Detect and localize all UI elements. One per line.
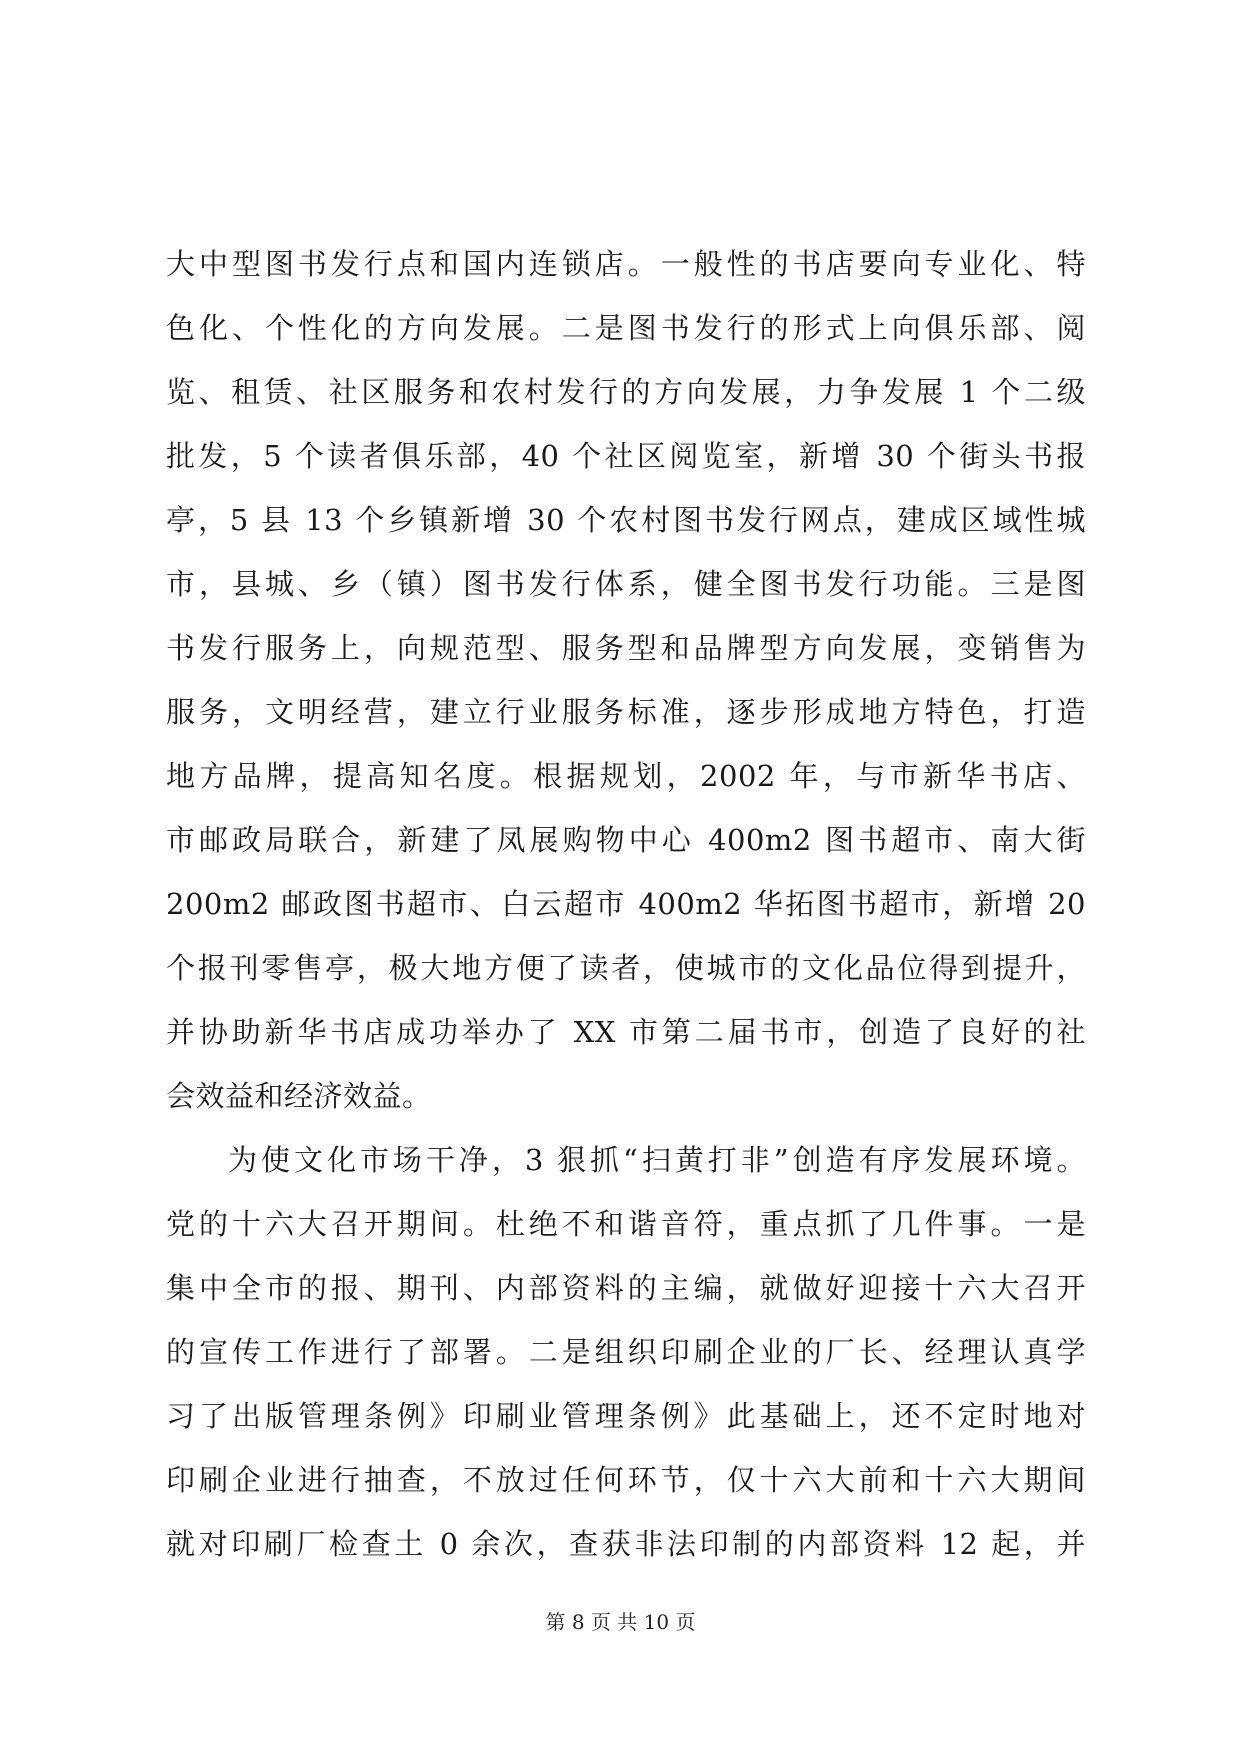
text-line: 地方品牌，提高知名度。根据规划，2002 年，与市新华书店、 [166,759,1086,793]
text-line: 会效益和经济效益。 [166,1079,432,1113]
text-line: 习了出版管理条例》印刷业管理条例》此基础上，还不定时地对 [166,1399,1086,1433]
text-line: 党的十六大召开期间。杜绝不和谐音符，重点抓了几件事。一是 [166,1207,1086,1241]
text-line: 亭，5 县 13 个乡镇新增 30 个农村图书发行网点，建成区域性城 [166,503,1086,537]
paragraph-first-line: 为使文化市场干净，3 狠抓“扫黄打非”创造有序发展环境。 [228,1143,1086,1177]
text-line: 览、租赁、社区服务和农村发行的方向发展，力争发展 1 个二级 [166,375,1086,409]
text-line: 集中全市的报、期刊、内部资料的主编，就做好迎接十六大召开 [166,1271,1086,1305]
text-line: 200m2 邮政图书超市、白云超市 400m2 华拓图书超市，新增 20 [166,887,1086,921]
text-line: 市邮政局联合，新建了凤展购物中心 400m2 图书超市、南大街 [166,823,1086,857]
text-line: 书发行服务上，向规范型、服务型和品牌型方向发展，变销售为 [166,631,1086,665]
text-line: 印刷企业进行抽查，不放过任何环节，仅十六大前和十六大期间 [166,1463,1086,1497]
text-line: 批发，5 个读者俱乐部，40 个社区阅览室，新增 30 个街头书报 [166,439,1086,473]
text-line: 色化、个性化的方向发展。二是图书发行的形式上向俱乐部、阅 [166,311,1086,345]
text-line: 服务，文明经营，建立行业服务标准，逐步形成地方特色，打造 [166,695,1086,729]
text-line: 的宣传工作进行了部署。二是组织印刷企业的厂长、经理认真学 [166,1335,1086,1369]
text-line: 并协助新华书店成功举办了 XX 市第二届书市，创造了良好的社 [166,1015,1086,1049]
text-line: 个报刊零售亭，极大地方便了读者，使城市的文化品位得到提升， [166,951,1086,985]
page-footer: 第 8 页 共 10 页 [545,1610,696,1634]
body-text [166,232,1086,1576]
text-line: 就对印刷厂检查土 0 余次，查获非法印制的内部资料 12 起，并 [166,1527,1086,1561]
text-line: 市，县城、乡（镇）图书发行体系，健全图书发行功能。三是图 [166,567,1086,601]
text-line: 大中型图书发行点和国内连锁店。一般性的书店要向专业化、特 [166,247,1086,281]
